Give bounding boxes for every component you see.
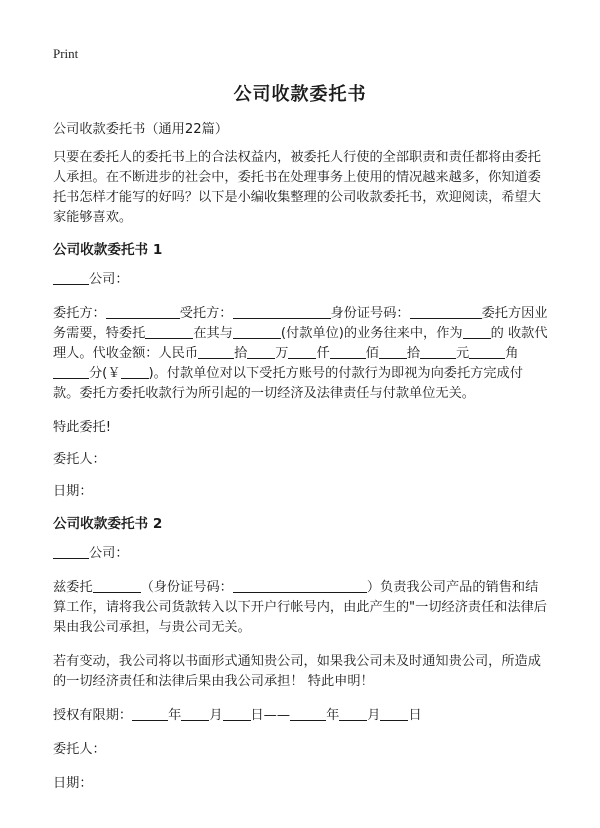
section-1-body: 委托方： 受托方： 身份证号码： 委托方因业务需要，特委托 在其与 (付款单位)的业务往来中，作为 的 收款代理人。代收金额：人民币 拾 万 仟 佰 拾 元 角分(￥ )。付款单位对以下受托方账号的付款行为即视为向委托方完成付款。委托方委托收款行为所引起的一切经济及法律责任与付款单位无关。 <box>53 306 548 401</box>
blank-amount-100 <box>330 344 366 359</box>
blank-start-year <box>132 706 168 721</box>
section-1-principal-label: 委托人： <box>53 452 106 467</box>
blank-agent <box>233 304 331 319</box>
blank-company <box>463 324 491 339</box>
blank-amount-fen <box>53 364 89 379</box>
blank-amount-1k <box>288 344 316 359</box>
blank-id-number <box>410 304 482 319</box>
blank-company-name <box>53 270 89 285</box>
section-2-body: 兹委托 （身份证号码： ）负责我公司产品的销售和结算工作，请将我公司货款转入以下开户行帐号内，由此产生的"一切经济责任和法律后果由我公司承担，与贵公司无关。 <box>53 580 547 635</box>
blank-amount-yuan <box>420 344 456 359</box>
document-body <box>53 120 548 794</box>
print-label: Print <box>53 46 79 61</box>
intro-paragraph: 只要在委托人的委托书上的合法权益内，被委托人行使的全部职责和责任都将由委托人承担。在不断进步的社会中，委托书在处理事务上使用的情况越来越多，你知道委托书怎样才能写的好吗？以下是小编收集整理的公司收款委托书，欢迎阅读，希望大家能够喜欢。 <box>53 150 541 225</box>
section-1-closing: 特此委托! <box>53 420 112 435</box>
section-1-heading: 公司收款委托书 1 <box>53 242 163 258</box>
blank-company-name <box>53 544 89 559</box>
section-2-addressee: 公司： <box>53 544 548 564</box>
section-2-date-label: 日期： <box>53 776 93 791</box>
document-subtitle: 公司收款委托书（通用22篇） <box>53 122 229 137</box>
section-2-principal-label: 委托人： <box>53 742 106 757</box>
section-2-heading: 公司收款委托书 2 <box>53 516 163 532</box>
section-1-date-label: 日期： <box>53 484 93 499</box>
blank-principal <box>106 304 180 319</box>
blank-entrusted <box>145 324 193 339</box>
blank-end-day <box>380 706 408 721</box>
blank-id-number <box>233 578 367 593</box>
blank-amount-jiao <box>469 344 505 359</box>
blank-amount-10k <box>247 344 275 359</box>
blank-amount-100k <box>198 344 234 359</box>
blank-amount-10 <box>379 344 407 359</box>
document-title: 公司收款委托书 <box>233 84 367 105</box>
blank-end-year <box>290 706 326 721</box>
section-1-addressee: 公司： <box>53 270 548 290</box>
blank-agent-name <box>93 578 141 593</box>
blank-start-month <box>181 706 209 721</box>
blank-amount-digits <box>121 364 149 379</box>
blank-payer <box>233 324 281 339</box>
blank-end-month <box>339 706 367 721</box>
section-2-period: 授权有限期： 年 月 日—— 年 月 日 <box>53 708 422 723</box>
section-2-notice: 若有变动，我公司将以书面形式通知贵公司，如果我公司未及时通知贵公司，所造成的一切经济责任和法律后果由我公司承担！ 特此申明！ <box>53 654 541 689</box>
blank-start-day <box>223 706 251 721</box>
